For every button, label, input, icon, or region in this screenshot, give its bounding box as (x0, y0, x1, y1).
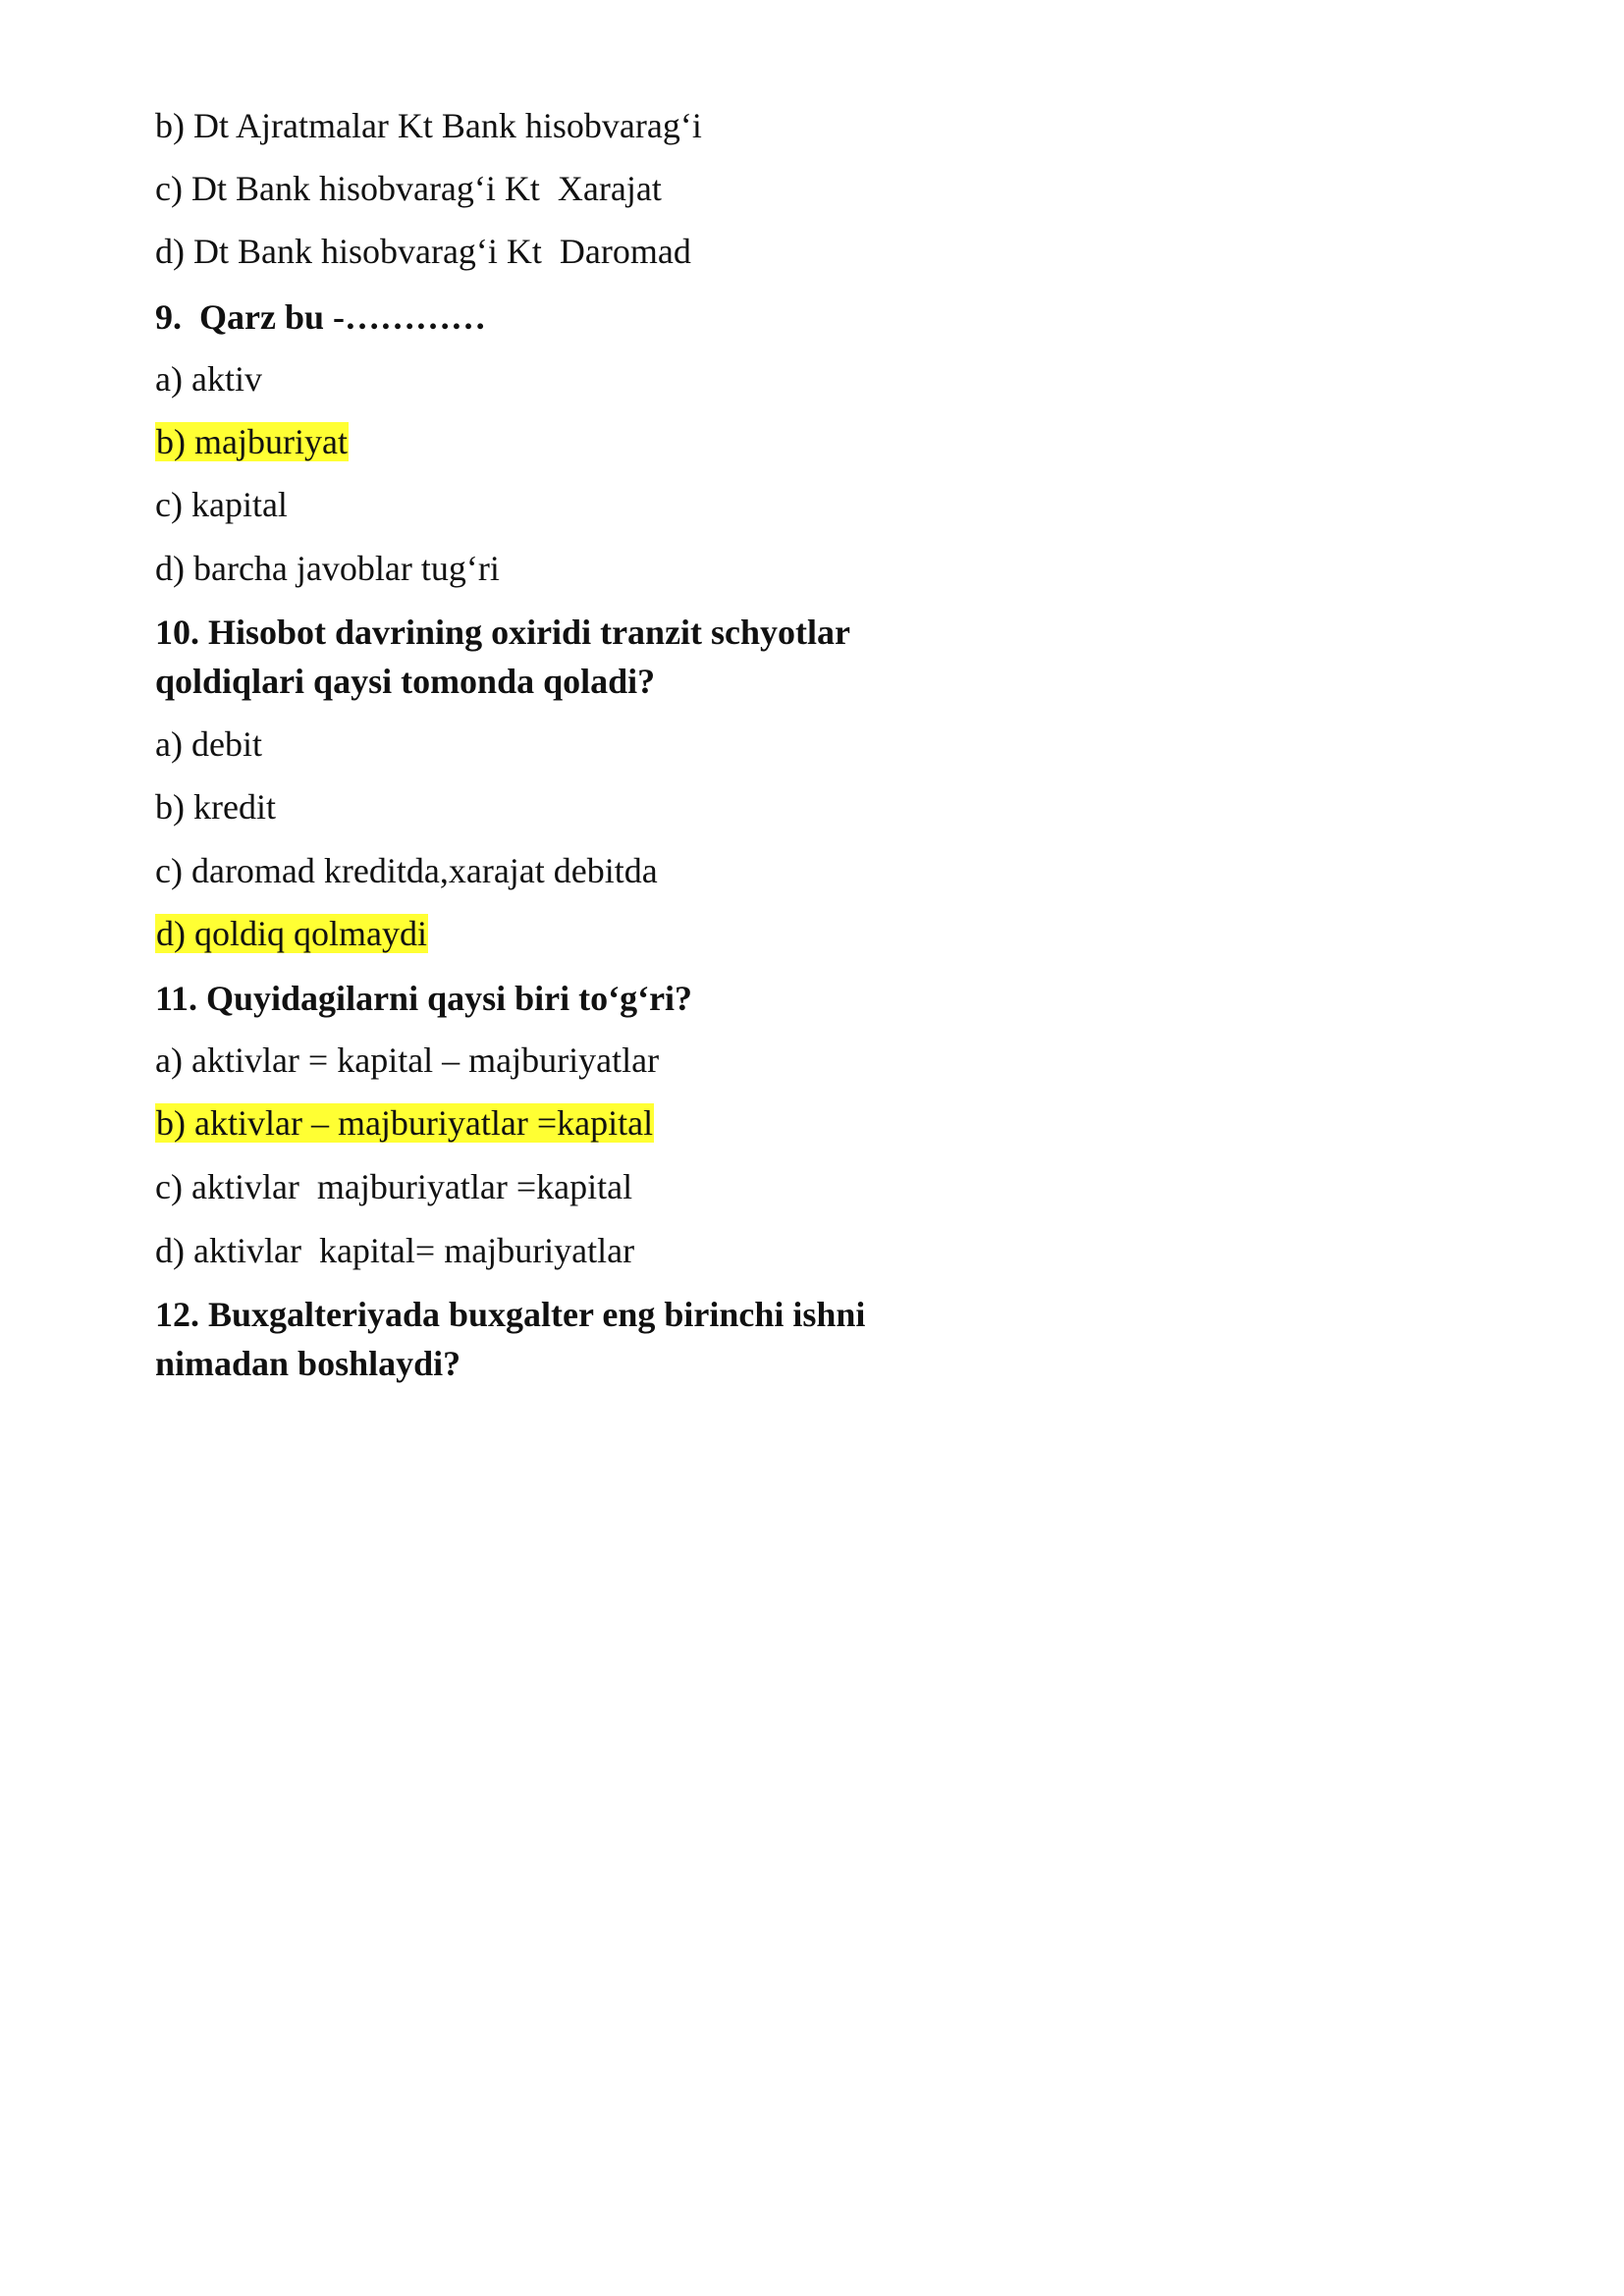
option-line (155, 1166, 632, 1207)
option-line (155, 850, 658, 891)
option-line (155, 168, 662, 209)
option-line (155, 358, 262, 400)
question-line (155, 1343, 460, 1384)
option-text: a) aktivlar = kapital – majburiyatlar (155, 1041, 660, 1080)
option-text: a) debit (155, 724, 262, 764)
option-line (155, 913, 428, 954)
option-text: d) barcha javoblar tug‘ri (155, 549, 500, 588)
option-text: c) daromad kreditda,xarajat debitda (155, 851, 658, 890)
question-text: 9. Qarz bu -………… (155, 297, 486, 337)
option-text: d) Dt Bank hisobvarag‘i Kt Daromad (155, 232, 691, 271)
option-text-highlighted: b) majburiyat (156, 422, 348, 461)
option-text: b) kredit (155, 787, 276, 827)
option-text: c) Dt Bank hisobvarag‘i Kt Xarajat (155, 169, 662, 208)
question-line (155, 1294, 865, 1335)
option-line (155, 421, 349, 462)
option-line (155, 231, 691, 272)
question-line (155, 978, 692, 1019)
option-line (155, 1102, 654, 1144)
question-text: 11. Quyidagilarni qaysi biri to‘g‘ri? (155, 979, 693, 1018)
option-line (155, 484, 288, 525)
question-line (155, 296, 486, 338)
question-line (155, 612, 850, 653)
option-text: c) kapital (155, 485, 288, 524)
question-text: nimadan boshlaydi? (155, 1344, 461, 1383)
option-line (155, 1040, 659, 1081)
option-text: d) aktivlar kapital= majburiyatlar (155, 1231, 635, 1270)
option-text-highlighted: b) aktivlar – majburiyatlar =kapital (156, 1103, 654, 1143)
question-text: 12. Buxgalteriyada buxgalter eng birinchi ishni (155, 1295, 866, 1334)
option-text-highlighted: d) qoldiq qolmaydi (156, 914, 427, 953)
option-line (155, 105, 702, 146)
option-line (155, 548, 500, 589)
question-text: qoldiqlari qaysi tomonda qoladi? (155, 662, 656, 701)
option-line (155, 786, 276, 828)
question-line (155, 661, 655, 702)
option-text: b) Dt Ajratmalar Kt Bank hisobvarag‘i (155, 106, 702, 145)
option-text: a) aktiv (155, 359, 262, 399)
option-line (155, 1230, 634, 1271)
question-text: 10. Hisobot davrining oxiridi tranzit schyotlar (155, 613, 851, 652)
document-page (0, 0, 1084, 1531)
option-text: c) aktivlar majburiyatlar =kapital (155, 1167, 633, 1206)
option-line (155, 723, 262, 765)
